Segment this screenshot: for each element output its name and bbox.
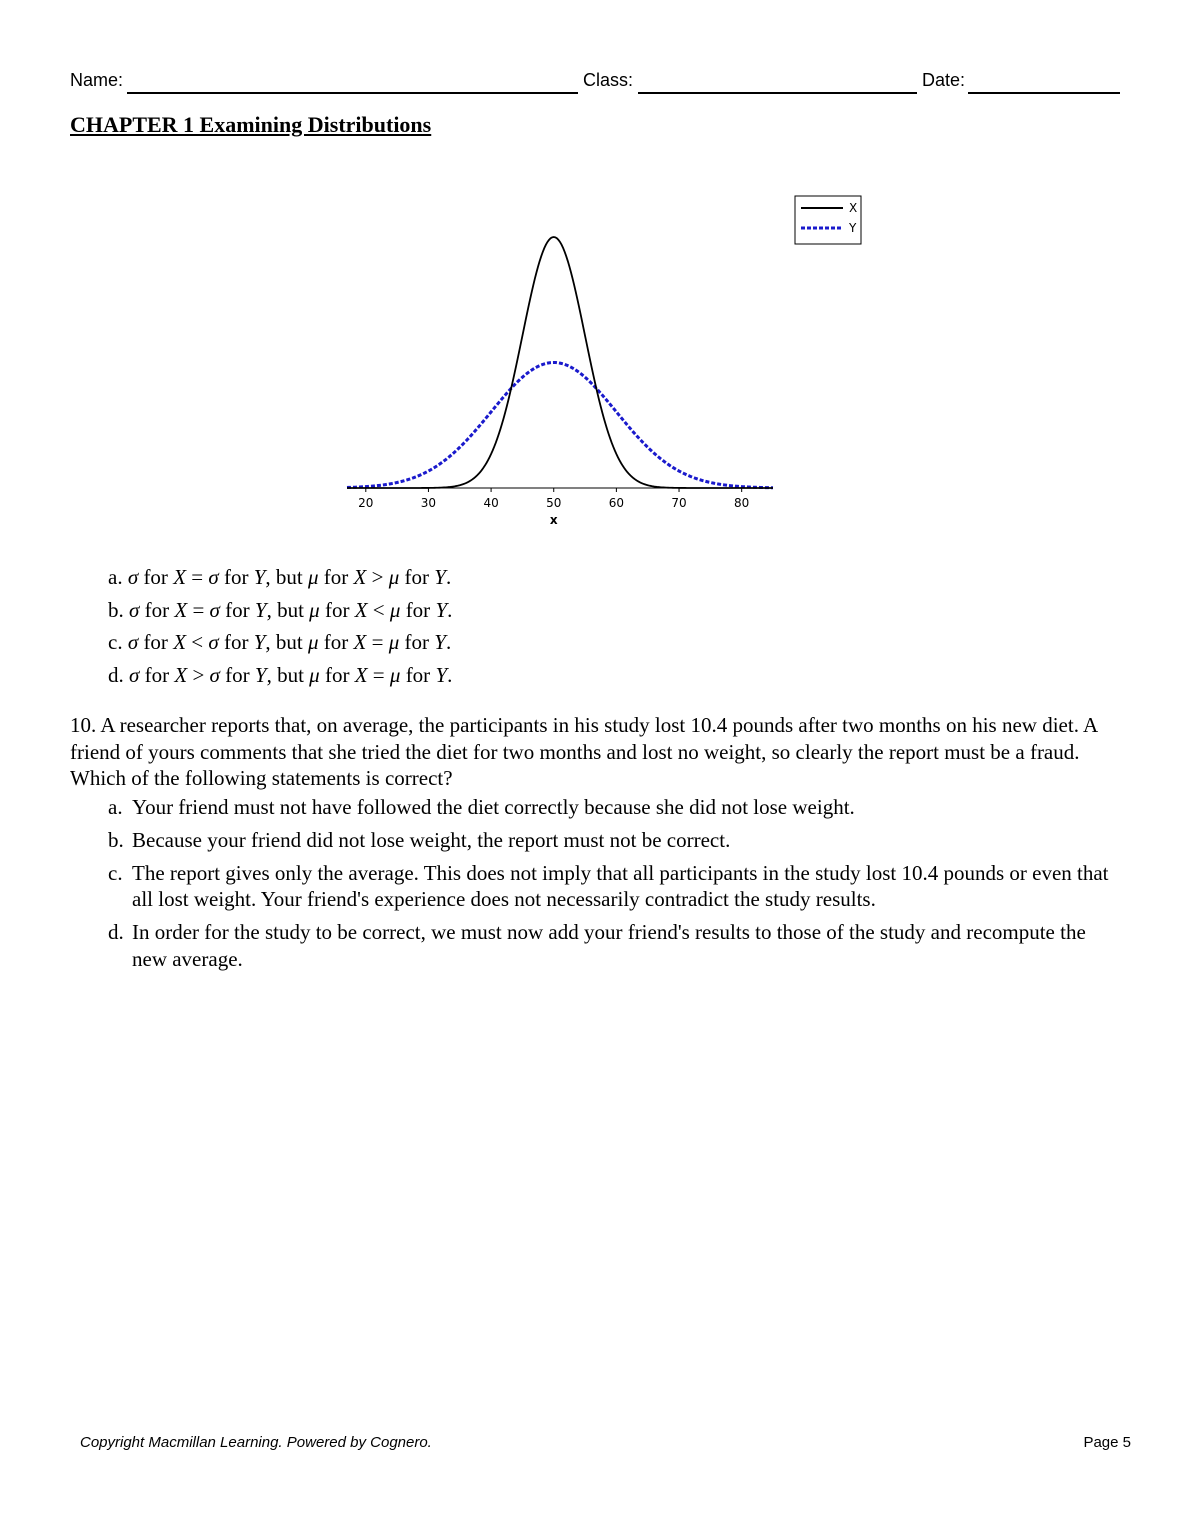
x-tick-label: 70 (671, 496, 687, 510)
option-letter: a. (108, 565, 128, 589)
date-label: Date: (922, 70, 966, 90)
legend-label-x: X (849, 201, 858, 215)
copyright-text: Copyright Macmillan Learning. Powered by Cognero. (80, 1434, 432, 1451)
page-number: Page 5 (1083, 1434, 1131, 1451)
question9-option (108, 659, 452, 692)
x-tick-label: 20 (358, 496, 374, 510)
class-label: Class: (583, 70, 634, 90)
option-letter: b. (108, 597, 129, 622)
normal-curves-chart (340, 190, 870, 535)
choice-letter: d. (108, 920, 124, 944)
chart-legend (795, 196, 861, 244)
question10-choice (108, 827, 1120, 854)
question10-choice (108, 860, 1120, 913)
date-blank-line (968, 92, 1120, 94)
question9-option (108, 594, 452, 627)
legend-label-y: Y (849, 221, 857, 235)
x-tick-label: 80 (734, 496, 750, 510)
question10-stem: 10. A researcher reports that, on average, the participants in his study lost 10.4 pounds after two months on his new diet. A friend of yours comments that she tried the diet for two months and lost no weight, so clearly the report must be a fraud. Which of the following statements is correct? (70, 713, 1098, 790)
choice-text: Because your friend did not lose weight, the report must not be correct. (132, 827, 731, 852)
x-axis-label: x (549, 513, 558, 527)
chart-curves (347, 237, 773, 488)
series-y-curve (347, 363, 773, 488)
option-text: σ for X < σ for Y, but μ for X = μ for Y. (127, 630, 452, 654)
choice-letter: b. (108, 827, 124, 852)
question10-choice (108, 794, 1120, 821)
choice-text: The report gives only the average. This does not imply that all participants in the study lost 10.4 pounds or even that all lost weight. Your friend's experience does not necessarily contradict the study results. (132, 860, 1109, 911)
option-letter: c. (108, 630, 128, 654)
question9-option (108, 561, 452, 594)
x-tick-label: 40 (483, 496, 499, 510)
x-tick-label: 60 (608, 496, 625, 510)
option-letter: d. (108, 662, 129, 687)
option-text: σ for X = σ for Y, but μ for X < μ for Y. (129, 597, 453, 622)
x-axis (347, 488, 773, 527)
worksheet-header (70, 70, 1120, 96)
choice-letter: c. (108, 860, 123, 885)
question9-options (108, 561, 452, 691)
question9-option (108, 626, 452, 659)
question10-choices (70, 794, 1120, 973)
question10-choice (108, 919, 1120, 972)
choice-letter: a. (108, 794, 123, 819)
name-label: Name: (70, 70, 124, 90)
choice-text: Your friend must not have followed the diet correctly because she did not lose weight. (132, 794, 855, 819)
option-text: σ for X = σ for Y, but μ for X > μ for Y. (127, 565, 452, 589)
option-text: σ for X > σ for Y, but μ for X = μ for Y. (129, 662, 453, 687)
x-tick-label: 30 (420, 496, 437, 510)
name-blank-line (127, 92, 578, 94)
question10 (70, 712, 1120, 979)
choice-text: In order for the study to be correct, we must now add your friend's results to those of the study and recompute the new average. (132, 920, 1086, 971)
class-blank-line (638, 92, 917, 94)
chapter-title: CHAPTER 1 Examining Distributions (70, 112, 432, 137)
x-tick-label: 50 (546, 496, 562, 510)
